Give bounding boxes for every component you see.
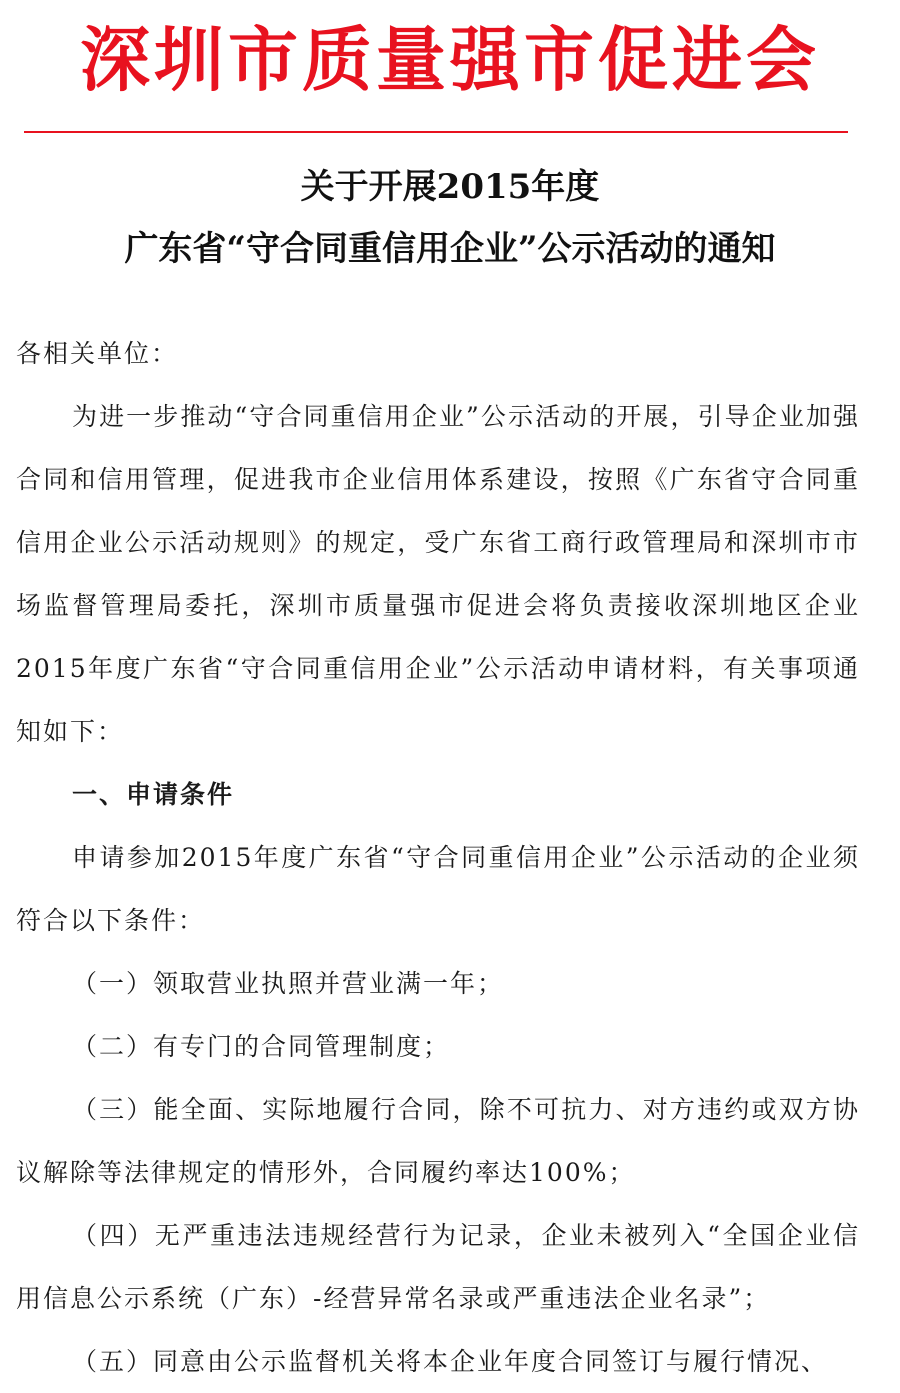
section-heading-conditions: 一、申请条件 — [72, 780, 235, 809]
condition-item: （五）同意由公示监督机关将本企业年度合同签订与履行情况、 — [72, 1347, 829, 1376]
organization-letterhead: 深圳市质量强市促进会 — [80, 19, 820, 101]
conditions-intro-paragraph: 申请参加2015年度广东省“守合同重信用企业”公示活动的企业须符合以下条件： — [16, 843, 860, 935]
condition-item: （四）无严重违法违规经营行为记录，企业未被列入“全国企业信用信息公示系统（广东）-经营异常名录或严重违法企业名录”； — [16, 1221, 860, 1313]
notice-title-line-2: 广东省“守合同重信用企业”公示活动的通知 — [124, 229, 776, 269]
condition-item: （二）有专门的合同管理制度； — [72, 1032, 451, 1061]
letterhead-divider — [24, 131, 848, 133]
intro-paragraph: 为进一步推动“守合同重信用企业”公示活动的开展，引导企业加强合同和信用管理，促进我市企业信用体系建设，按照《广东省守合同重信用企业公示活动规则》的规定，受广东省工商行政管理局和深圳市市场监督管理局委托，深圳市质量强市促进会将负责接收深圳地区企业2015年度广东省“守合同重信用企业”公示活动申请材料，有关事项通知如下： — [16, 402, 860, 746]
condition-item: （三）能全面、实际地履行合同，除不可抗力、对方违约或双方协议解除等法律规定的情形外，合同履约率达100%； — [16, 1095, 860, 1187]
condition-item: （一）领取营业执照并营业满一年； — [72, 969, 505, 998]
salutation: 各相关单位： — [16, 339, 179, 368]
notice-title-line-1: 关于开展2015年度 — [300, 167, 600, 207]
notice-body — [16, 322, 860, 1393]
